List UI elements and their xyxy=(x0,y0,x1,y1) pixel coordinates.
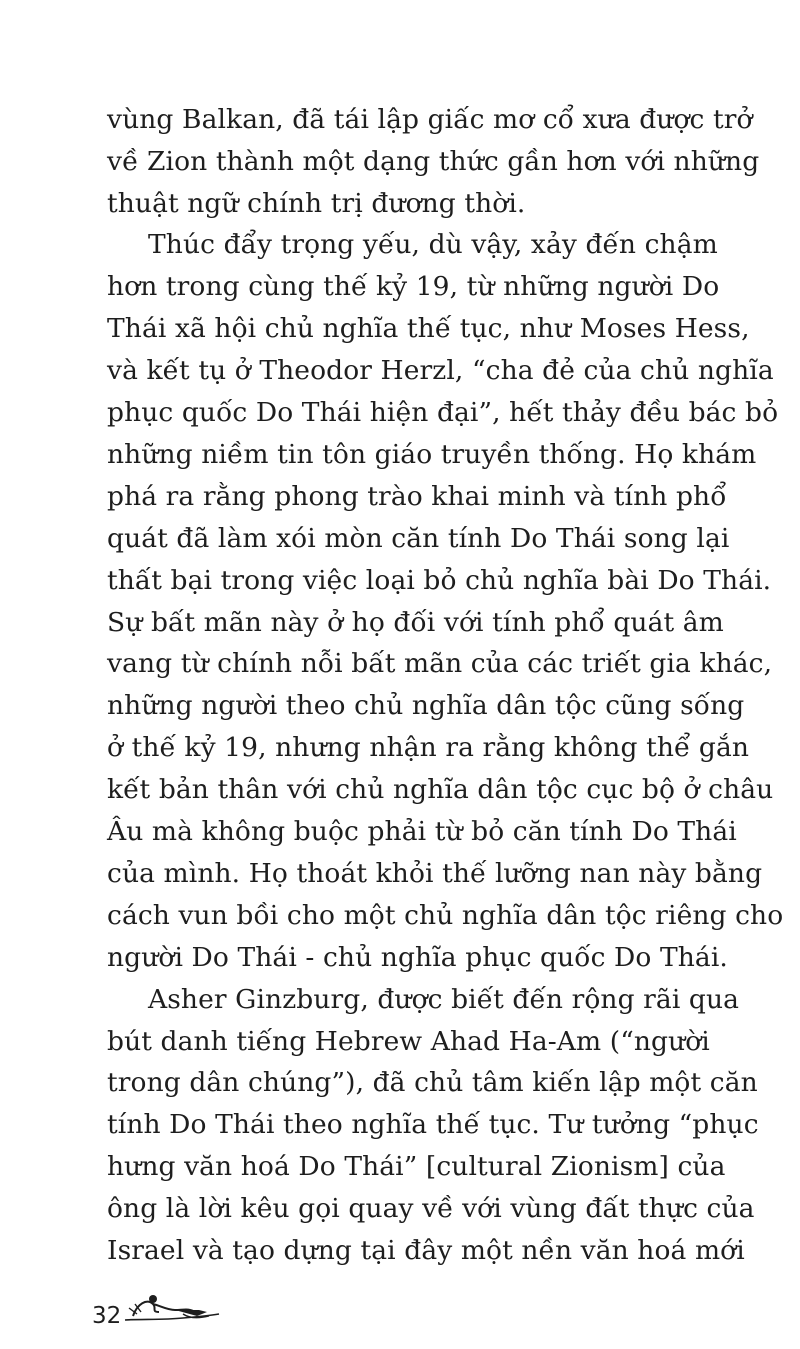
text-line: bút danh tiếng Hebrew Ahad Ha-Am (“người xyxy=(107,1026,710,1057)
text-line: phục quốc Do Thái hiện đại”, hết thảy đều bác bỏ xyxy=(107,397,779,428)
text-line: phá ra rằng phong trào khai minh và tính phổ xyxy=(107,481,727,512)
page-number: 32 xyxy=(92,1303,122,1329)
text-line: về Zion thành một dạng thức gần hơn với những xyxy=(107,146,760,177)
paragraph-first-line: Asher Ginzburg, được biết đến rộng rãi qua xyxy=(148,984,740,1015)
text-line: cách vun bồi cho một chủ nghĩa dân tộc riêng cho xyxy=(107,900,784,931)
paragraph-first-line: Thúc đẩy trọng yếu, dù vậy, xảy đến chậm xyxy=(148,229,718,260)
text-line: Sự bất mãn này ở họ đối với tính phổ quát âm xyxy=(107,607,724,638)
text-line: Thái xã hội chủ nghĩa thế tục, như Moses Hess, xyxy=(107,313,750,344)
reclining-figure-ornament-icon xyxy=(123,1290,221,1326)
text-line: tính Do Thái theo nghĩa thế tục. Tư tưởng “phục xyxy=(107,1109,759,1140)
text-line: những niềm tin tôn giáo truyền thống. Họ khám xyxy=(107,439,757,470)
text-line: Israel và tạo dựng tại đây một nền văn hoá mới xyxy=(107,1235,745,1266)
text-line: người Do Thái - chủ nghĩa phục quốc Do Thái. xyxy=(107,942,728,973)
text-line: những người theo chủ nghĩa dân tộc cũng sống xyxy=(107,690,745,721)
text-line: và kết tụ ở Theodor Herzl, “cha đẻ của chủ nghĩa xyxy=(107,355,774,386)
text-line: quát đã làm xói mòn căn tính Do Thái song lại xyxy=(107,523,730,554)
text-line: thuật ngữ chính trị đương thời. xyxy=(107,188,526,219)
text-line: kết bản thân với chủ nghĩa dân tộc cục bộ ở châu xyxy=(107,774,774,805)
text-line: ở thế kỷ 19, nhưng nhận ra rằng không thể gắn xyxy=(107,732,750,763)
text-line: thất bại trong việc loại bỏ chủ nghĩa bài Do Thái. xyxy=(107,565,772,596)
text-line: vang từ chính nỗi bất mãn của các triết gia khác, xyxy=(107,648,773,679)
text-line: vùng Balkan, đã tái lập giấc mơ cổ xưa được trở xyxy=(107,104,753,135)
page-footer xyxy=(92,1290,221,1330)
text-line: ông là lời kêu gọi quay về với vùng đất thực của xyxy=(107,1193,755,1224)
text-line: hơn trong cùng thế kỷ 19, từ những người Do xyxy=(107,271,720,302)
text-line: hưng văn hoá Do Thái” [cultural Zionism] của xyxy=(107,1151,726,1182)
text-line: Âu mà không buộc phải từ bỏ căn tính Do Thái xyxy=(107,816,737,847)
text-line: trong dân chúng”), đã chủ tâm kiến lập một căn xyxy=(107,1067,758,1098)
text-line: của mình. Họ thoát khỏi thế lưỡng nan này bằng xyxy=(107,858,763,889)
